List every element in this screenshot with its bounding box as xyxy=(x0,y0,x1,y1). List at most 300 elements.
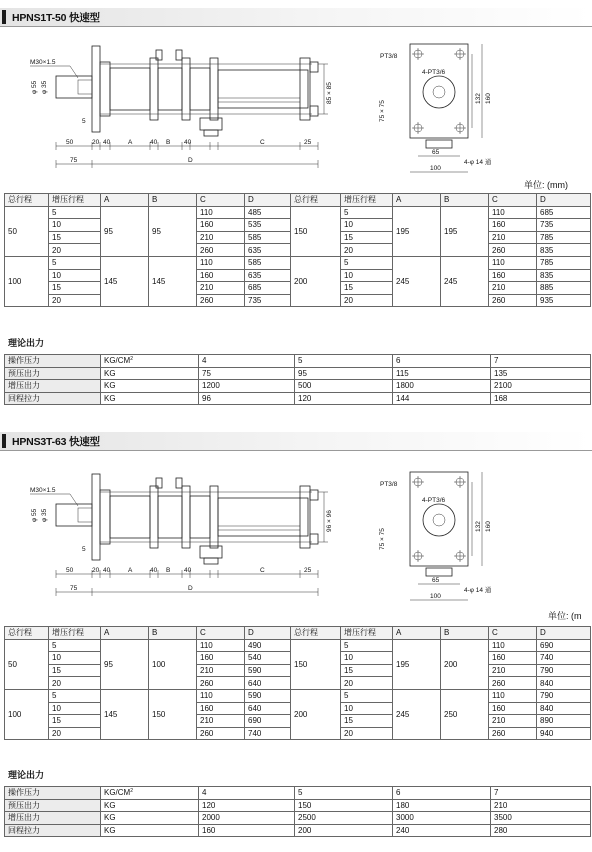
nut xyxy=(310,106,318,116)
dim-7: C xyxy=(260,139,265,146)
dim-8: 25 xyxy=(304,567,312,574)
boost-stroke-cell: 10 xyxy=(341,702,393,715)
rod-port xyxy=(56,504,92,526)
unit-text: KG xyxy=(104,394,116,404)
total-stroke-cell: 100 xyxy=(5,256,49,306)
c-cell: 160 xyxy=(197,219,245,232)
boost-stroke-cell: 5 xyxy=(49,639,101,652)
title-marker xyxy=(2,10,6,24)
booster-cylinder xyxy=(218,70,308,108)
d-cell: 685 xyxy=(245,282,291,295)
unit-text: KG/CM xyxy=(104,788,131,798)
d-cell: 790 xyxy=(537,664,591,677)
dim-3: A xyxy=(128,567,133,574)
boost-stroke-cell: 20 xyxy=(49,294,101,307)
total-stroke-cell: 200 xyxy=(291,689,341,739)
force-value: 5 xyxy=(295,355,393,368)
phi-35-label: φ 35 xyxy=(41,80,48,94)
dim-4: 40 xyxy=(150,139,158,146)
column-header: 总行程 xyxy=(291,627,341,640)
column-header: A xyxy=(393,627,441,640)
unit-text: KG/CM xyxy=(104,356,131,366)
valve-nipple xyxy=(204,130,218,136)
force-row xyxy=(5,380,591,393)
c-cell: 160 xyxy=(489,652,537,665)
d-cell: 590 xyxy=(245,689,291,702)
force-title: 理论出力 xyxy=(8,770,45,780)
section-title-bar xyxy=(0,8,592,27)
a-cell: 195 xyxy=(393,206,441,256)
unit-text: KG xyxy=(104,813,116,823)
fitting xyxy=(156,478,162,488)
force-row xyxy=(5,392,591,405)
dim-7: C xyxy=(260,567,265,574)
d-cell: 835 xyxy=(537,244,591,257)
dim-65: 65 xyxy=(432,577,440,584)
c-cell: 260 xyxy=(489,727,537,740)
d-cell: 490 xyxy=(245,639,291,652)
c-cell: 210 xyxy=(197,231,245,244)
front-flange xyxy=(92,46,100,132)
mid-plate xyxy=(150,486,158,548)
unit-label: 单位: (mm) xyxy=(524,180,568,190)
dim-6: 40 xyxy=(184,567,192,574)
force-value: 3000 xyxy=(393,812,491,825)
side-view-valve xyxy=(426,568,452,576)
booster-cylinder xyxy=(218,498,308,536)
side-view-bore xyxy=(423,76,455,108)
section-header xyxy=(0,432,592,451)
boost-stroke-cell: 20 xyxy=(49,244,101,257)
force-value: 7 xyxy=(491,787,591,800)
force-label: 预压出力 xyxy=(5,367,101,380)
cylinder-body xyxy=(110,68,150,110)
a-cell: 245 xyxy=(393,689,441,739)
pt4-label: 4-PT3/6 xyxy=(422,69,446,76)
force-value: 2500 xyxy=(295,812,393,825)
d-cell: 885 xyxy=(537,282,591,295)
boost-stroke-cell: 5 xyxy=(341,206,393,219)
c-cell: 160 xyxy=(489,219,537,232)
boost-stroke-cell: 15 xyxy=(49,231,101,244)
force-value: 4 xyxy=(199,787,295,800)
boost-stroke-cell: 15 xyxy=(341,282,393,295)
force-value: 180 xyxy=(393,799,491,812)
section-title-bar xyxy=(0,432,592,451)
force-value: 120 xyxy=(295,392,393,405)
boost-stroke-cell: 10 xyxy=(341,219,393,232)
d-cell: 740 xyxy=(245,727,291,740)
column-header: A xyxy=(393,194,441,207)
port-label: M30×1.5 xyxy=(30,487,56,494)
c-cell: 110 xyxy=(489,689,537,702)
column-header: D xyxy=(537,627,591,640)
force-row xyxy=(5,812,591,825)
boost-stroke-cell: 10 xyxy=(49,652,101,665)
c-cell: 110 xyxy=(489,206,537,219)
b-cell: 250 xyxy=(441,689,489,739)
c-cell: 110 xyxy=(197,206,245,219)
boost-stroke-cell: 10 xyxy=(341,269,393,282)
dim-160: 160 xyxy=(485,521,492,532)
force-value: 144 xyxy=(393,392,491,405)
force-value: 135 xyxy=(491,367,591,380)
unit-text: KG xyxy=(104,368,116,378)
table-header-row xyxy=(5,194,591,207)
dim-75: 75 xyxy=(70,157,78,164)
column-header: B xyxy=(149,194,197,207)
boost-stroke-cell: 15 xyxy=(341,231,393,244)
column-header: 增压行程 xyxy=(49,194,101,207)
dim-132: 132 xyxy=(475,521,482,532)
force-label: 操作压力 xyxy=(5,787,101,800)
force-unit xyxy=(101,812,199,825)
force-title: 理论出力 xyxy=(8,338,45,348)
force-label: 增压出力 xyxy=(5,812,101,825)
c-cell: 210 xyxy=(197,664,245,677)
nut xyxy=(310,490,318,500)
side-view-valve xyxy=(426,140,452,148)
d-cell: 935 xyxy=(537,294,591,307)
b-cell: 195 xyxy=(441,206,489,256)
nut xyxy=(310,62,318,72)
d-cell: 640 xyxy=(245,677,291,690)
dim-1: 20 xyxy=(92,567,100,574)
boost-stroke-cell: 15 xyxy=(49,664,101,677)
booster-cap xyxy=(210,486,218,548)
pt4-label: 4-PT3/6 xyxy=(422,497,446,504)
column-header: D xyxy=(245,194,291,207)
force-value: 210 xyxy=(491,799,591,812)
d-cell: 840 xyxy=(537,677,591,690)
d-cell: 835 xyxy=(537,269,591,282)
total-stroke-cell: 100 xyxy=(5,689,49,739)
unit-text: KG xyxy=(104,381,116,391)
column-header: B xyxy=(441,627,489,640)
end-cap xyxy=(300,486,310,548)
boost-stroke-cell: 20 xyxy=(49,677,101,690)
d-cell: 690 xyxy=(245,715,291,728)
unit-superscript: 2 xyxy=(130,788,134,795)
force-value: 120 xyxy=(199,799,295,812)
column-header: 总行程 xyxy=(5,627,49,640)
port-label: M30×1.5 xyxy=(30,59,56,66)
c-cell: 210 xyxy=(197,282,245,295)
boost-stroke-cell: 5 xyxy=(49,256,101,269)
boost-stroke-cell: 20 xyxy=(49,727,101,740)
boost-stroke-cell: 10 xyxy=(49,702,101,715)
d-cell: 785 xyxy=(537,256,591,269)
dim-5: 5 xyxy=(82,546,86,553)
dim-65: 65 xyxy=(432,149,440,156)
force-table xyxy=(4,786,591,837)
cylinder-drawing xyxy=(0,28,592,178)
boost-stroke-cell: 20 xyxy=(341,677,393,690)
b-cell: 200 xyxy=(441,639,489,689)
d-cell: 485 xyxy=(245,206,291,219)
force-value: 150 xyxy=(295,799,393,812)
pt-label: PT3/8 xyxy=(380,481,398,488)
booster-cap xyxy=(210,58,218,120)
force-value: 2100 xyxy=(491,380,591,393)
nut xyxy=(310,534,318,544)
column-header: C xyxy=(197,194,245,207)
b-cell: 145 xyxy=(149,256,197,306)
c-cell: 160 xyxy=(489,702,537,715)
c-cell: 160 xyxy=(197,269,245,282)
force-value: 3500 xyxy=(491,812,591,825)
table-row xyxy=(5,639,591,652)
column-header: D xyxy=(245,627,291,640)
force-value: 115 xyxy=(393,367,491,380)
force-value: 75 xyxy=(199,367,295,380)
d-cell: 740 xyxy=(537,652,591,665)
force-table xyxy=(4,354,591,405)
column-header: B xyxy=(441,194,489,207)
unit-superscript: 2 xyxy=(130,356,134,363)
c-cell: 110 xyxy=(197,256,245,269)
total-stroke-cell: 150 xyxy=(291,206,341,256)
dim-0: 50 xyxy=(66,567,74,574)
a-cell: 95 xyxy=(101,639,149,689)
boost-stroke-cell: 5 xyxy=(341,639,393,652)
dim-5: 5 xyxy=(82,118,86,125)
force-unit xyxy=(101,392,199,405)
boost-stroke-cell: 5 xyxy=(341,689,393,702)
d-cell: 590 xyxy=(245,664,291,677)
a-cell: 195 xyxy=(393,639,441,689)
total-stroke-cell: 50 xyxy=(5,639,49,689)
boost-stroke-cell: 20 xyxy=(341,244,393,257)
oil-chamber xyxy=(158,496,182,538)
dim-75: 75 xyxy=(70,585,78,592)
table-row xyxy=(5,206,591,219)
cylinder-drawing xyxy=(0,452,592,607)
right-dim: 85 × 85 xyxy=(326,82,333,104)
unit-label: 单位: (m xyxy=(548,611,582,621)
boost-stroke-cell: 15 xyxy=(49,715,101,728)
mid-plate-2 xyxy=(182,58,190,120)
force-label: 回程拉力 xyxy=(5,824,101,837)
force-value: 1800 xyxy=(393,380,491,393)
force-label: 操作压力 xyxy=(5,355,101,368)
b-cell: 150 xyxy=(149,689,197,739)
force-row xyxy=(5,367,591,380)
boost-stroke-cell: 20 xyxy=(341,294,393,307)
c-cell: 260 xyxy=(197,677,245,690)
end-cap xyxy=(300,58,310,120)
booster-body xyxy=(190,68,210,110)
c-cell: 210 xyxy=(489,664,537,677)
fitting xyxy=(176,50,182,60)
force-row xyxy=(5,355,591,368)
force-row xyxy=(5,799,591,812)
a-cell: 145 xyxy=(101,689,149,739)
column-header: 增压行程 xyxy=(341,627,393,640)
force-unit xyxy=(101,380,199,393)
force-value: 96 xyxy=(199,392,295,405)
column-header: A xyxy=(101,627,149,640)
unit-text: KG xyxy=(104,800,116,810)
total-stroke-cell: 200 xyxy=(291,256,341,306)
rod-nose xyxy=(78,508,92,522)
rod-port xyxy=(56,76,92,98)
column-header: D xyxy=(537,194,591,207)
dim-3: A xyxy=(128,139,133,146)
dim-1: 20 xyxy=(92,139,100,146)
cylinder-body xyxy=(110,496,150,538)
force-value: 160 xyxy=(199,824,295,837)
title-marker xyxy=(2,434,6,448)
phi-55-label: φ 55 xyxy=(31,508,38,522)
dim-6: 40 xyxy=(184,139,192,146)
column-header: A xyxy=(101,194,149,207)
dim-2: 40 xyxy=(103,139,111,146)
force-unit xyxy=(101,799,199,812)
d-cell: 640 xyxy=(245,702,291,715)
booster-body xyxy=(190,496,210,538)
a-cell: 145 xyxy=(101,256,149,306)
force-label: 增压出力 xyxy=(5,380,101,393)
spec-table xyxy=(4,193,591,307)
column-header: 增压行程 xyxy=(341,194,393,207)
column-header: 增压行程 xyxy=(49,627,101,640)
d-cell: 890 xyxy=(537,715,591,728)
d-cell: 685 xyxy=(537,206,591,219)
c-cell: 260 xyxy=(489,294,537,307)
boost-stroke-cell: 5 xyxy=(49,689,101,702)
force-value: 200 xyxy=(295,824,393,837)
table-row xyxy=(5,256,591,269)
boost-stroke-cell: 10 xyxy=(49,219,101,232)
boost-stroke-cell: 15 xyxy=(49,282,101,295)
section-title: HPNS3T-63 快速型 xyxy=(12,435,100,448)
d-cell: 535 xyxy=(245,219,291,232)
force-value: 168 xyxy=(491,392,591,405)
phi-35-label: φ 35 xyxy=(41,508,48,522)
d-cell: 940 xyxy=(537,727,591,740)
force-value: 4 xyxy=(199,355,295,368)
c-cell: 160 xyxy=(489,269,537,282)
d-cell: 735 xyxy=(537,219,591,232)
force-unit xyxy=(101,355,199,368)
c-cell: 110 xyxy=(489,256,537,269)
total-stroke-cell: 50 xyxy=(5,206,49,256)
force-label: 预压出力 xyxy=(5,799,101,812)
c-cell: 110 xyxy=(197,689,245,702)
force-value: 6 xyxy=(393,787,491,800)
force-row xyxy=(5,824,591,837)
d-cell: 635 xyxy=(245,269,291,282)
c-cell: 210 xyxy=(489,715,537,728)
rod-nose xyxy=(78,80,92,94)
boost-stroke-cell: 5 xyxy=(341,256,393,269)
d-cell: 735 xyxy=(245,294,291,307)
force-unit xyxy=(101,824,199,837)
c-cell: 110 xyxy=(197,639,245,652)
boost-stroke-cell: 5 xyxy=(49,206,101,219)
c-cell: 260 xyxy=(197,294,245,307)
section-header xyxy=(0,8,592,27)
force-value: 500 xyxy=(295,380,393,393)
d-cell: 690 xyxy=(537,639,591,652)
force-value: 95 xyxy=(295,367,393,380)
column-header: C xyxy=(197,627,245,640)
c-cell: 210 xyxy=(489,231,537,244)
force-unit xyxy=(101,367,199,380)
rod-cover xyxy=(100,62,110,116)
force-row xyxy=(5,787,591,800)
section-title: HPNS1T-50 快速型 xyxy=(12,11,100,24)
square-dim: 75 × 75 xyxy=(379,100,386,122)
dim-2: 40 xyxy=(103,567,111,574)
c-cell: 210 xyxy=(489,282,537,295)
c-cell: 210 xyxy=(197,715,245,728)
dim-5: B xyxy=(166,567,171,574)
b-cell: 245 xyxy=(441,256,489,306)
pt-label: PT3/8 xyxy=(380,53,398,60)
side-view-bore xyxy=(423,504,455,536)
dim-100: 100 xyxy=(430,593,441,600)
boost-stroke-cell: 15 xyxy=(341,664,393,677)
technical-drawing xyxy=(0,452,592,607)
dim-8: 25 xyxy=(304,139,312,146)
boost-stroke-cell: 10 xyxy=(49,269,101,282)
dim-160: 160 xyxy=(485,93,492,104)
boost-stroke-cell: 20 xyxy=(341,727,393,740)
d-cell: 840 xyxy=(537,702,591,715)
valve-nipple xyxy=(204,558,218,564)
dim-5: B xyxy=(166,139,171,146)
d-cell: 540 xyxy=(245,652,291,665)
d-cell: 790 xyxy=(537,689,591,702)
column-header: C xyxy=(489,627,537,640)
column-header: 总行程 xyxy=(291,194,341,207)
force-value: 7 xyxy=(491,355,591,368)
a-cell: 95 xyxy=(101,206,149,256)
column-header: C xyxy=(489,194,537,207)
force-label: 回程拉力 xyxy=(5,392,101,405)
d-cell: 785 xyxy=(537,231,591,244)
square-dim: 75 × 75 xyxy=(379,528,386,550)
dim-D: D xyxy=(188,157,193,164)
c-cell: 260 xyxy=(489,244,537,257)
phi-55-label: φ 55 xyxy=(31,80,38,94)
dim-4: 40 xyxy=(150,567,158,574)
boost-stroke-cell: 10 xyxy=(341,652,393,665)
force-value: 6 xyxy=(393,355,491,368)
column-header: B xyxy=(149,627,197,640)
holes-label: 4-φ 14 通 xyxy=(464,159,492,166)
force-unit xyxy=(101,787,199,800)
d-cell: 635 xyxy=(245,244,291,257)
c-cell: 260 xyxy=(489,677,537,690)
dim-100: 100 xyxy=(430,165,441,172)
dim-132: 132 xyxy=(475,93,482,104)
b-cell: 95 xyxy=(149,206,197,256)
d-cell: 585 xyxy=(245,256,291,269)
fitting xyxy=(156,50,162,60)
force-value: 280 xyxy=(491,824,591,837)
oil-chamber xyxy=(158,68,182,110)
rod-cover xyxy=(100,490,110,544)
c-cell: 160 xyxy=(197,652,245,665)
technical-drawing xyxy=(0,28,592,178)
holes-label: 4-φ 14 通 xyxy=(464,587,492,594)
b-cell: 100 xyxy=(149,639,197,689)
fitting xyxy=(176,478,182,488)
spec-table xyxy=(4,626,591,740)
